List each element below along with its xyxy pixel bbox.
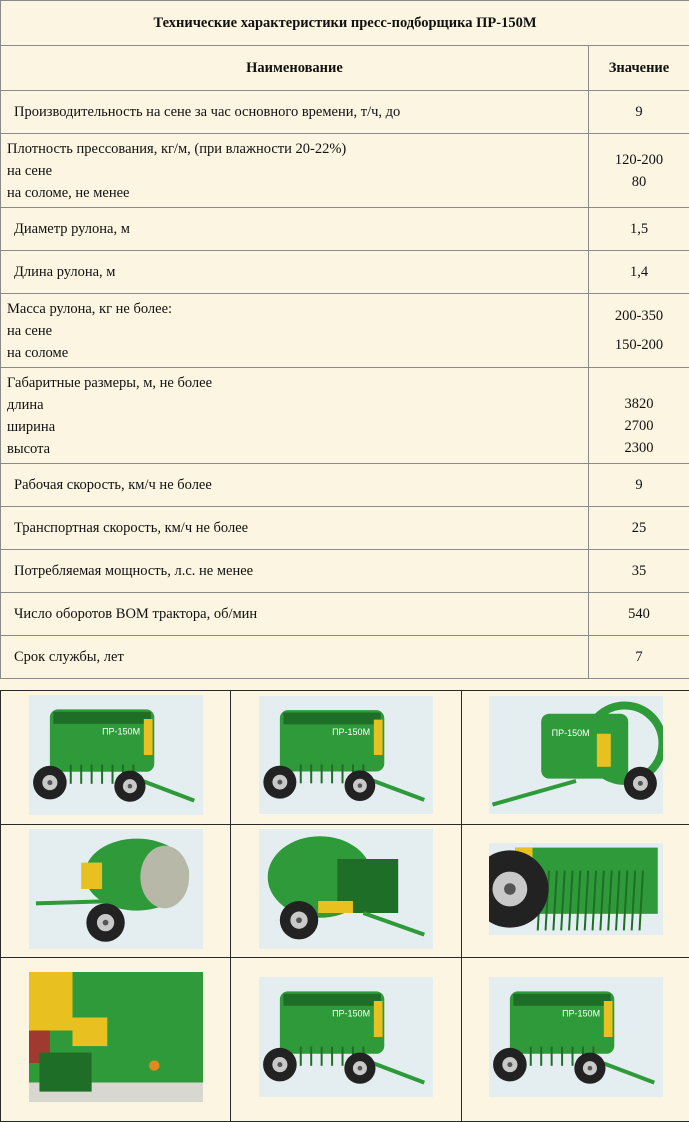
baler-rear-quarter xyxy=(29,829,203,949)
baler-photo xyxy=(29,695,203,815)
row-value-line: 540 xyxy=(590,603,688,625)
row-name xyxy=(1,464,589,507)
row-value-line: 1,4 xyxy=(590,261,688,283)
row-name-line: Диаметр рулона, м xyxy=(14,218,587,240)
gallery-cell xyxy=(462,691,689,825)
baler-side-view xyxy=(29,695,203,815)
gallery-cell xyxy=(1,958,231,1122)
baler-photo xyxy=(489,696,663,814)
baler-photo xyxy=(259,696,433,814)
row-value-line: 9 xyxy=(590,474,688,496)
row-name-line: Число оборотов ВОМ трактора, об/мин xyxy=(14,603,587,625)
chamber-closeup xyxy=(29,972,203,1102)
row-name xyxy=(1,134,589,208)
row-value xyxy=(589,464,689,507)
photo-gallery xyxy=(0,690,689,1122)
gallery-cell xyxy=(462,958,689,1122)
row-value-line: 120-200 xyxy=(590,149,688,171)
baler-front-quarter xyxy=(259,829,433,949)
row-value-line: 200-350 xyxy=(590,302,688,331)
row-value xyxy=(589,507,689,550)
svg-text:ПР-150М: ПР-150М xyxy=(332,1009,370,1019)
row-name xyxy=(1,208,589,251)
svg-text:ПР-150М: ПР-150М xyxy=(332,727,370,737)
baler-photo xyxy=(29,972,203,1102)
row-name-line: Рабочая скорость, км/ч не более xyxy=(14,474,587,496)
gallery-cell xyxy=(1,825,231,958)
row-value xyxy=(589,550,689,593)
row-name-line: на соломе, не менее xyxy=(7,182,587,204)
svg-text:ПР-150М: ПР-150М xyxy=(562,1009,600,1019)
table-title: Технические характеристики пресс-подборщика ПР-150М xyxy=(1,1,689,46)
row-name xyxy=(1,368,589,464)
row-value-line: 25 xyxy=(590,517,688,539)
row-value-line: 3820 xyxy=(590,393,688,415)
row-name-line: на сене xyxy=(7,320,587,342)
svg-text:ПР-150М: ПР-150М xyxy=(551,728,589,738)
row-value xyxy=(589,593,689,636)
gallery-cell xyxy=(231,958,462,1122)
row-name-line: длина xyxy=(7,394,587,416)
baler-photo xyxy=(489,977,663,1097)
row-value xyxy=(589,134,689,208)
row-name xyxy=(1,593,589,636)
baler-side-view xyxy=(259,977,433,1097)
baler-photo xyxy=(489,843,663,935)
row-value-line: 2700 xyxy=(590,415,688,437)
row-value-line: 1,5 xyxy=(590,218,688,240)
row-value xyxy=(589,294,689,368)
baler-photo xyxy=(259,977,433,1097)
row-name xyxy=(1,91,589,134)
row-name xyxy=(1,251,589,294)
row-value xyxy=(589,91,689,134)
row-value-line: 80 xyxy=(590,171,688,193)
row-value xyxy=(589,251,689,294)
gallery-cell xyxy=(231,691,462,825)
pickup-closeup xyxy=(489,843,663,935)
row-name-line: ширина xyxy=(7,416,587,438)
row-name-line: на сене xyxy=(7,160,587,182)
row-value-line: 7 xyxy=(590,646,688,668)
gallery-cell xyxy=(231,825,462,958)
baler-side-view xyxy=(489,977,663,1097)
row-name xyxy=(1,507,589,550)
row-name-line: Транспортная скорость, км/ч не более xyxy=(14,517,587,539)
row-name-line: Масса рулона, кг не более: xyxy=(7,298,587,320)
baler-rear-open xyxy=(489,696,663,814)
row-value xyxy=(589,368,689,464)
gallery-cell xyxy=(1,691,231,825)
row-value-line: 2300 xyxy=(590,437,688,459)
row-name-line: на соломе xyxy=(7,342,587,364)
baler-side-view xyxy=(259,696,433,814)
row-value xyxy=(589,636,689,679)
column-header-name: Наименование xyxy=(1,46,589,91)
row-name-line: Габаритные размеры, м, не более xyxy=(7,372,587,394)
column-header-value: Значение xyxy=(589,46,689,91)
row-name xyxy=(1,294,589,368)
row-name-line: Потребляемая мощность, л.с. не менее xyxy=(14,560,587,582)
row-value-line: 150-200 xyxy=(590,331,688,360)
baler-photo xyxy=(259,829,433,949)
row-value-line: 35 xyxy=(590,560,688,582)
baler-photo xyxy=(29,829,203,949)
row-name-line: Плотность прессования, кг/м, (при влажности 20-22%) xyxy=(7,138,587,160)
svg-text:ПР-150М: ПР-150М xyxy=(102,727,140,737)
row-value-line: 9 xyxy=(590,101,688,123)
row-name xyxy=(1,636,589,679)
row-name-line: Производительность на сене за час основного времени, т/ч, до xyxy=(14,101,587,123)
row-value xyxy=(589,208,689,251)
row-name-line: высота xyxy=(7,438,587,460)
row-name-line: Длина рулона, м xyxy=(14,261,587,283)
row-name-line: Срок службы, лет xyxy=(14,646,587,668)
gallery-cell xyxy=(462,825,689,958)
row-name xyxy=(1,550,589,593)
